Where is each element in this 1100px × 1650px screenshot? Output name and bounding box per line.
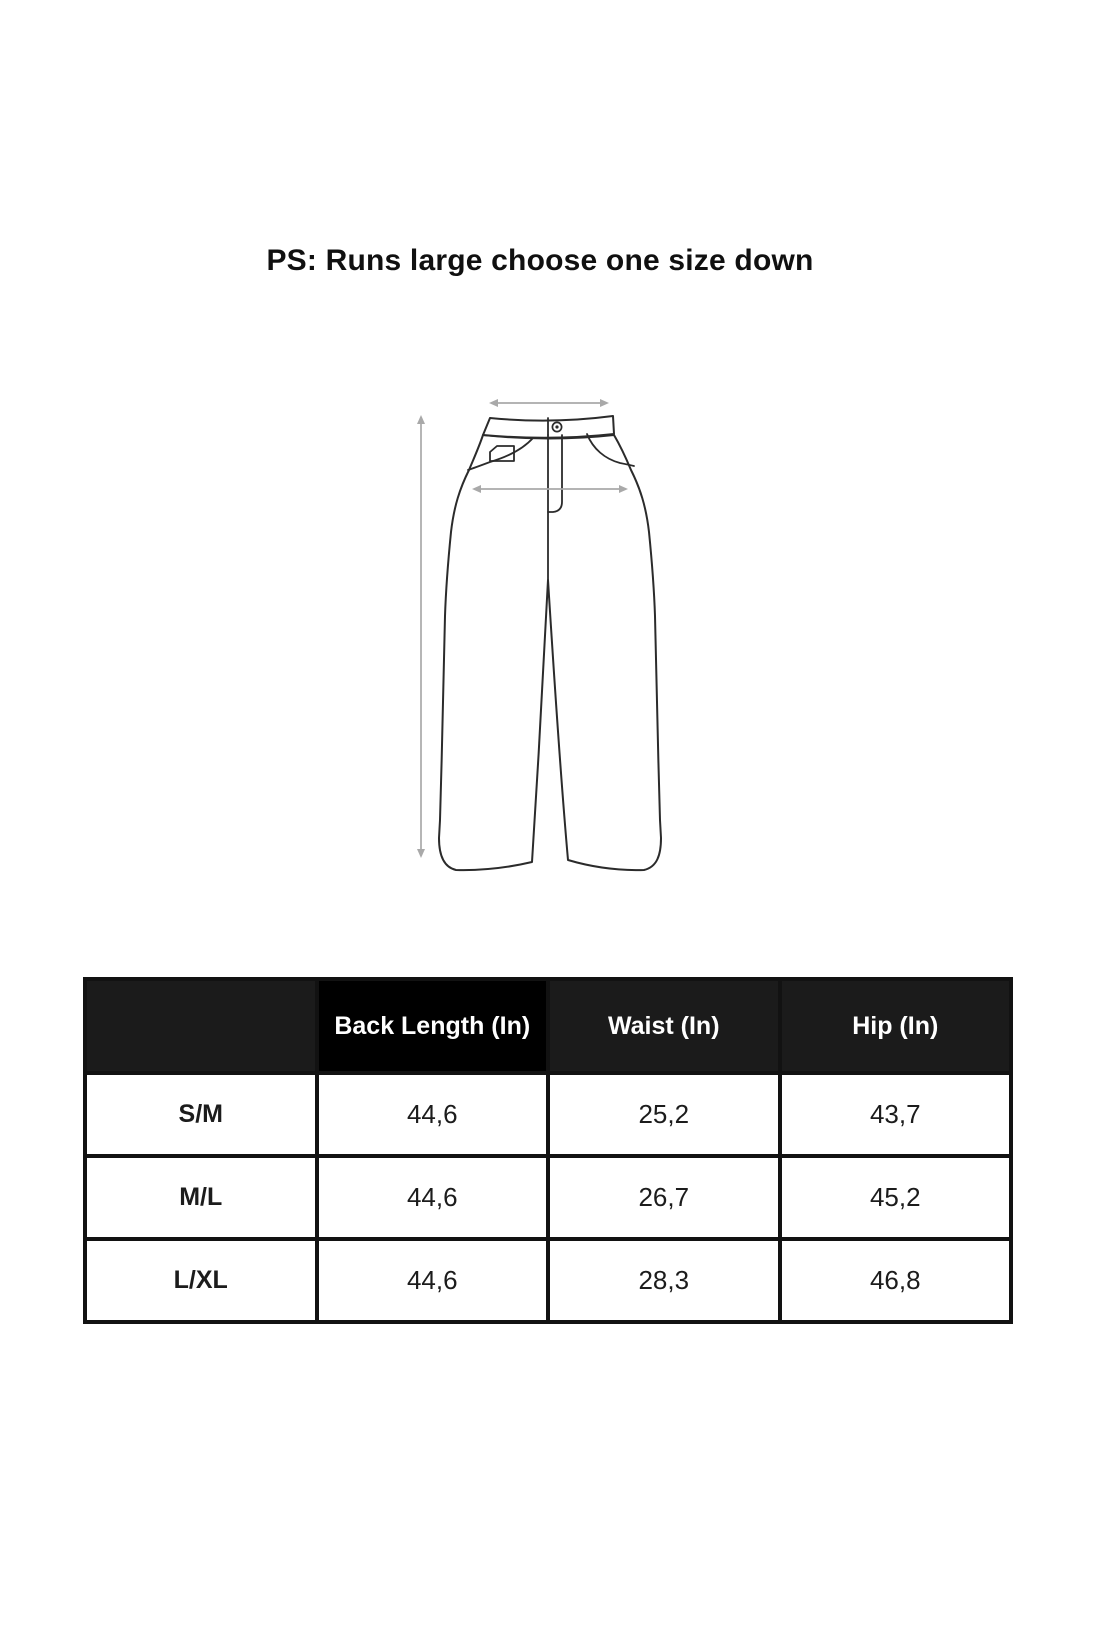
- col-header-hip: Hip (In): [780, 979, 1012, 1073]
- size-row-label: M/L: [85, 1156, 317, 1239]
- pants-measurement-diagram: [390, 370, 720, 890]
- size-cell-waist: 26,7: [548, 1156, 780, 1239]
- col-header-back-length: Back Length (In): [317, 979, 549, 1073]
- size-cell-waist: 28,3: [548, 1239, 780, 1322]
- col-header-size: [85, 979, 317, 1073]
- size-row-label: S/M: [85, 1073, 317, 1156]
- size-cell-waist: 25,2: [548, 1073, 780, 1156]
- header-row: [85, 979, 1011, 1073]
- col-header-waist: Waist (In): [548, 979, 780, 1073]
- size-row-lxl: [85, 1239, 1011, 1322]
- size-cell-hip: 45,2: [780, 1156, 1012, 1239]
- size-row-ml: [85, 1156, 1011, 1239]
- size-cell-hip: 46,8: [780, 1239, 1012, 1322]
- size-row-label: L/XL: [85, 1239, 317, 1322]
- waist-button: [552, 422, 561, 431]
- size-cell-back-length: 44,6: [317, 1239, 549, 1322]
- size-chart: [83, 977, 1013, 1324]
- back-length-arrow: [417, 415, 425, 858]
- waist-width-arrow: [489, 399, 609, 407]
- size-cell-hip: 43,7: [780, 1073, 1012, 1156]
- pants-outline: [439, 435, 661, 870]
- size-table: [83, 977, 1013, 1324]
- size-cell-back-length: 44,6: [317, 1156, 549, 1239]
- size-row-sm: [85, 1073, 1011, 1156]
- size-note: PS: Runs large choose one size down: [266, 244, 814, 277]
- size-cell-back-length: 44,6: [317, 1073, 549, 1156]
